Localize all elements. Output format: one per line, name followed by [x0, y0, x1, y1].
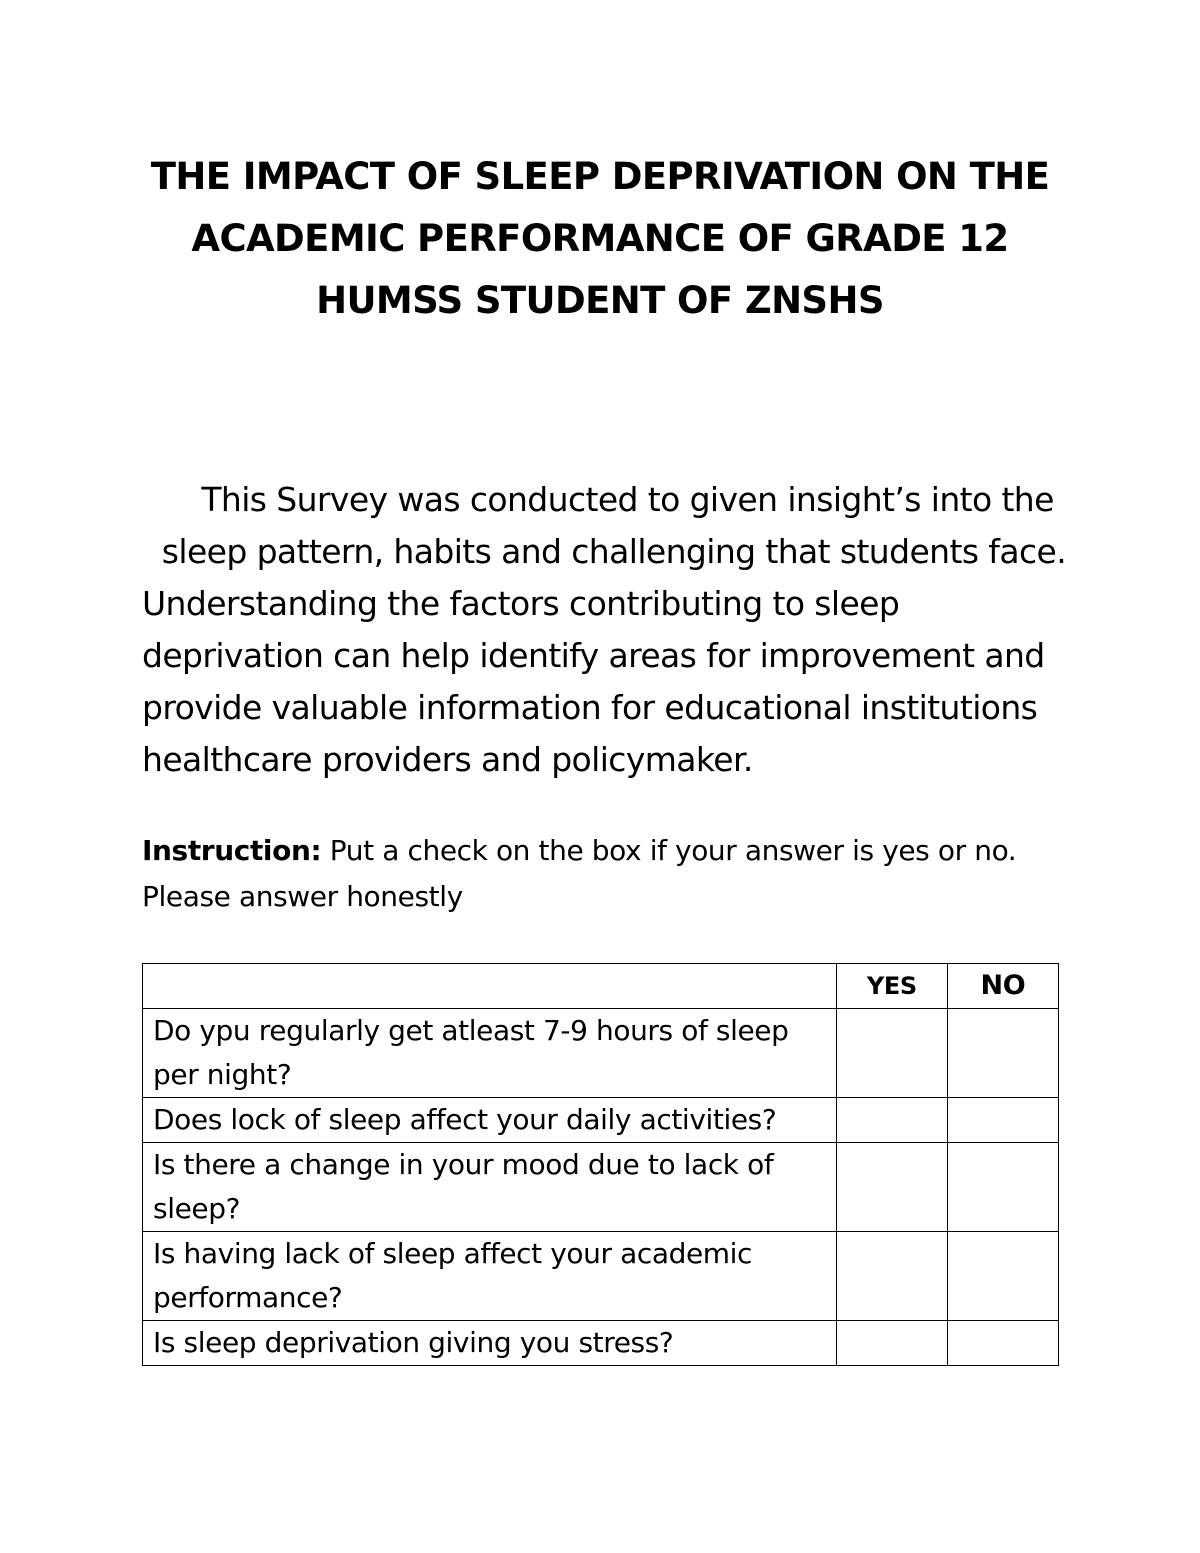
yes-checkbox-cell[interactable]	[836, 1321, 947, 1366]
intro-line: sleep pattern, habits and challenging that students face.	[142, 532, 1067, 571]
instruction-block	[142, 828, 1072, 920]
table-header-row	[143, 964, 1059, 1009]
header-question	[143, 964, 837, 1009]
yes-checkbox-cell[interactable]	[836, 1143, 947, 1232]
intro-line: provide valuable information for educational institutions	[142, 688, 1038, 727]
table-row	[143, 1321, 1059, 1366]
intro-line: This Survey was conducted to given insight’s into the	[142, 480, 1054, 519]
instruction-line	[142, 828, 1072, 874]
no-checkbox-cell[interactable]	[947, 1232, 1058, 1321]
question-cell: Is having lack of sleep affect your academic performance?	[143, 1232, 837, 1321]
no-checkbox-cell[interactable]	[947, 1098, 1058, 1143]
question-cell: Do ypu regularly get atleast 7-9 hours of sleep per night?	[143, 1009, 837, 1098]
no-checkbox-cell[interactable]	[947, 1009, 1058, 1098]
title-line: THE IMPACT OF SLEEP DEPRIVATION ON THE	[150, 155, 1050, 198]
header-yes: YES	[836, 964, 947, 1009]
table-row	[143, 1143, 1059, 1232]
question-cell: Does lock of sleep affect your daily activities?	[143, 1098, 837, 1143]
question-cell: Is there a change in your mood due to lack of sleep?	[143, 1143, 837, 1232]
table-row	[143, 1009, 1059, 1098]
document-title	[110, 146, 1090, 332]
instruction-line-2: Please answer honestly	[142, 880, 463, 913]
intro-line: deprivation can help identify areas for improvement and	[142, 636, 1045, 675]
no-checkbox-cell[interactable]	[947, 1143, 1058, 1232]
table-row	[143, 1232, 1059, 1321]
table-row	[143, 1098, 1059, 1143]
survey-table	[142, 963, 1059, 1366]
no-checkbox-cell[interactable]	[947, 1321, 1058, 1366]
header-no: NO	[947, 964, 1058, 1009]
question-cell: Is sleep deprivation giving you stress?	[143, 1321, 837, 1366]
instruction-text: Put a check on the box if your answer is yes or no.	[321, 834, 1017, 867]
title-line: ACADEMIC PERFORMANCE OF GRADE 12	[191, 217, 1009, 260]
intro-paragraph	[142, 474, 1072, 786]
yes-checkbox-cell[interactable]	[836, 1009, 947, 1098]
instruction-label: Instruction:	[142, 834, 322, 867]
intro-line: Understanding the factors contributing to sleep	[142, 584, 900, 623]
yes-checkbox-cell[interactable]	[836, 1098, 947, 1143]
yes-checkbox-cell[interactable]	[836, 1232, 947, 1321]
intro-line: healthcare providers and policymaker.	[142, 740, 753, 779]
title-line: HUMSS STUDENT OF ZNSHS	[316, 279, 884, 322]
